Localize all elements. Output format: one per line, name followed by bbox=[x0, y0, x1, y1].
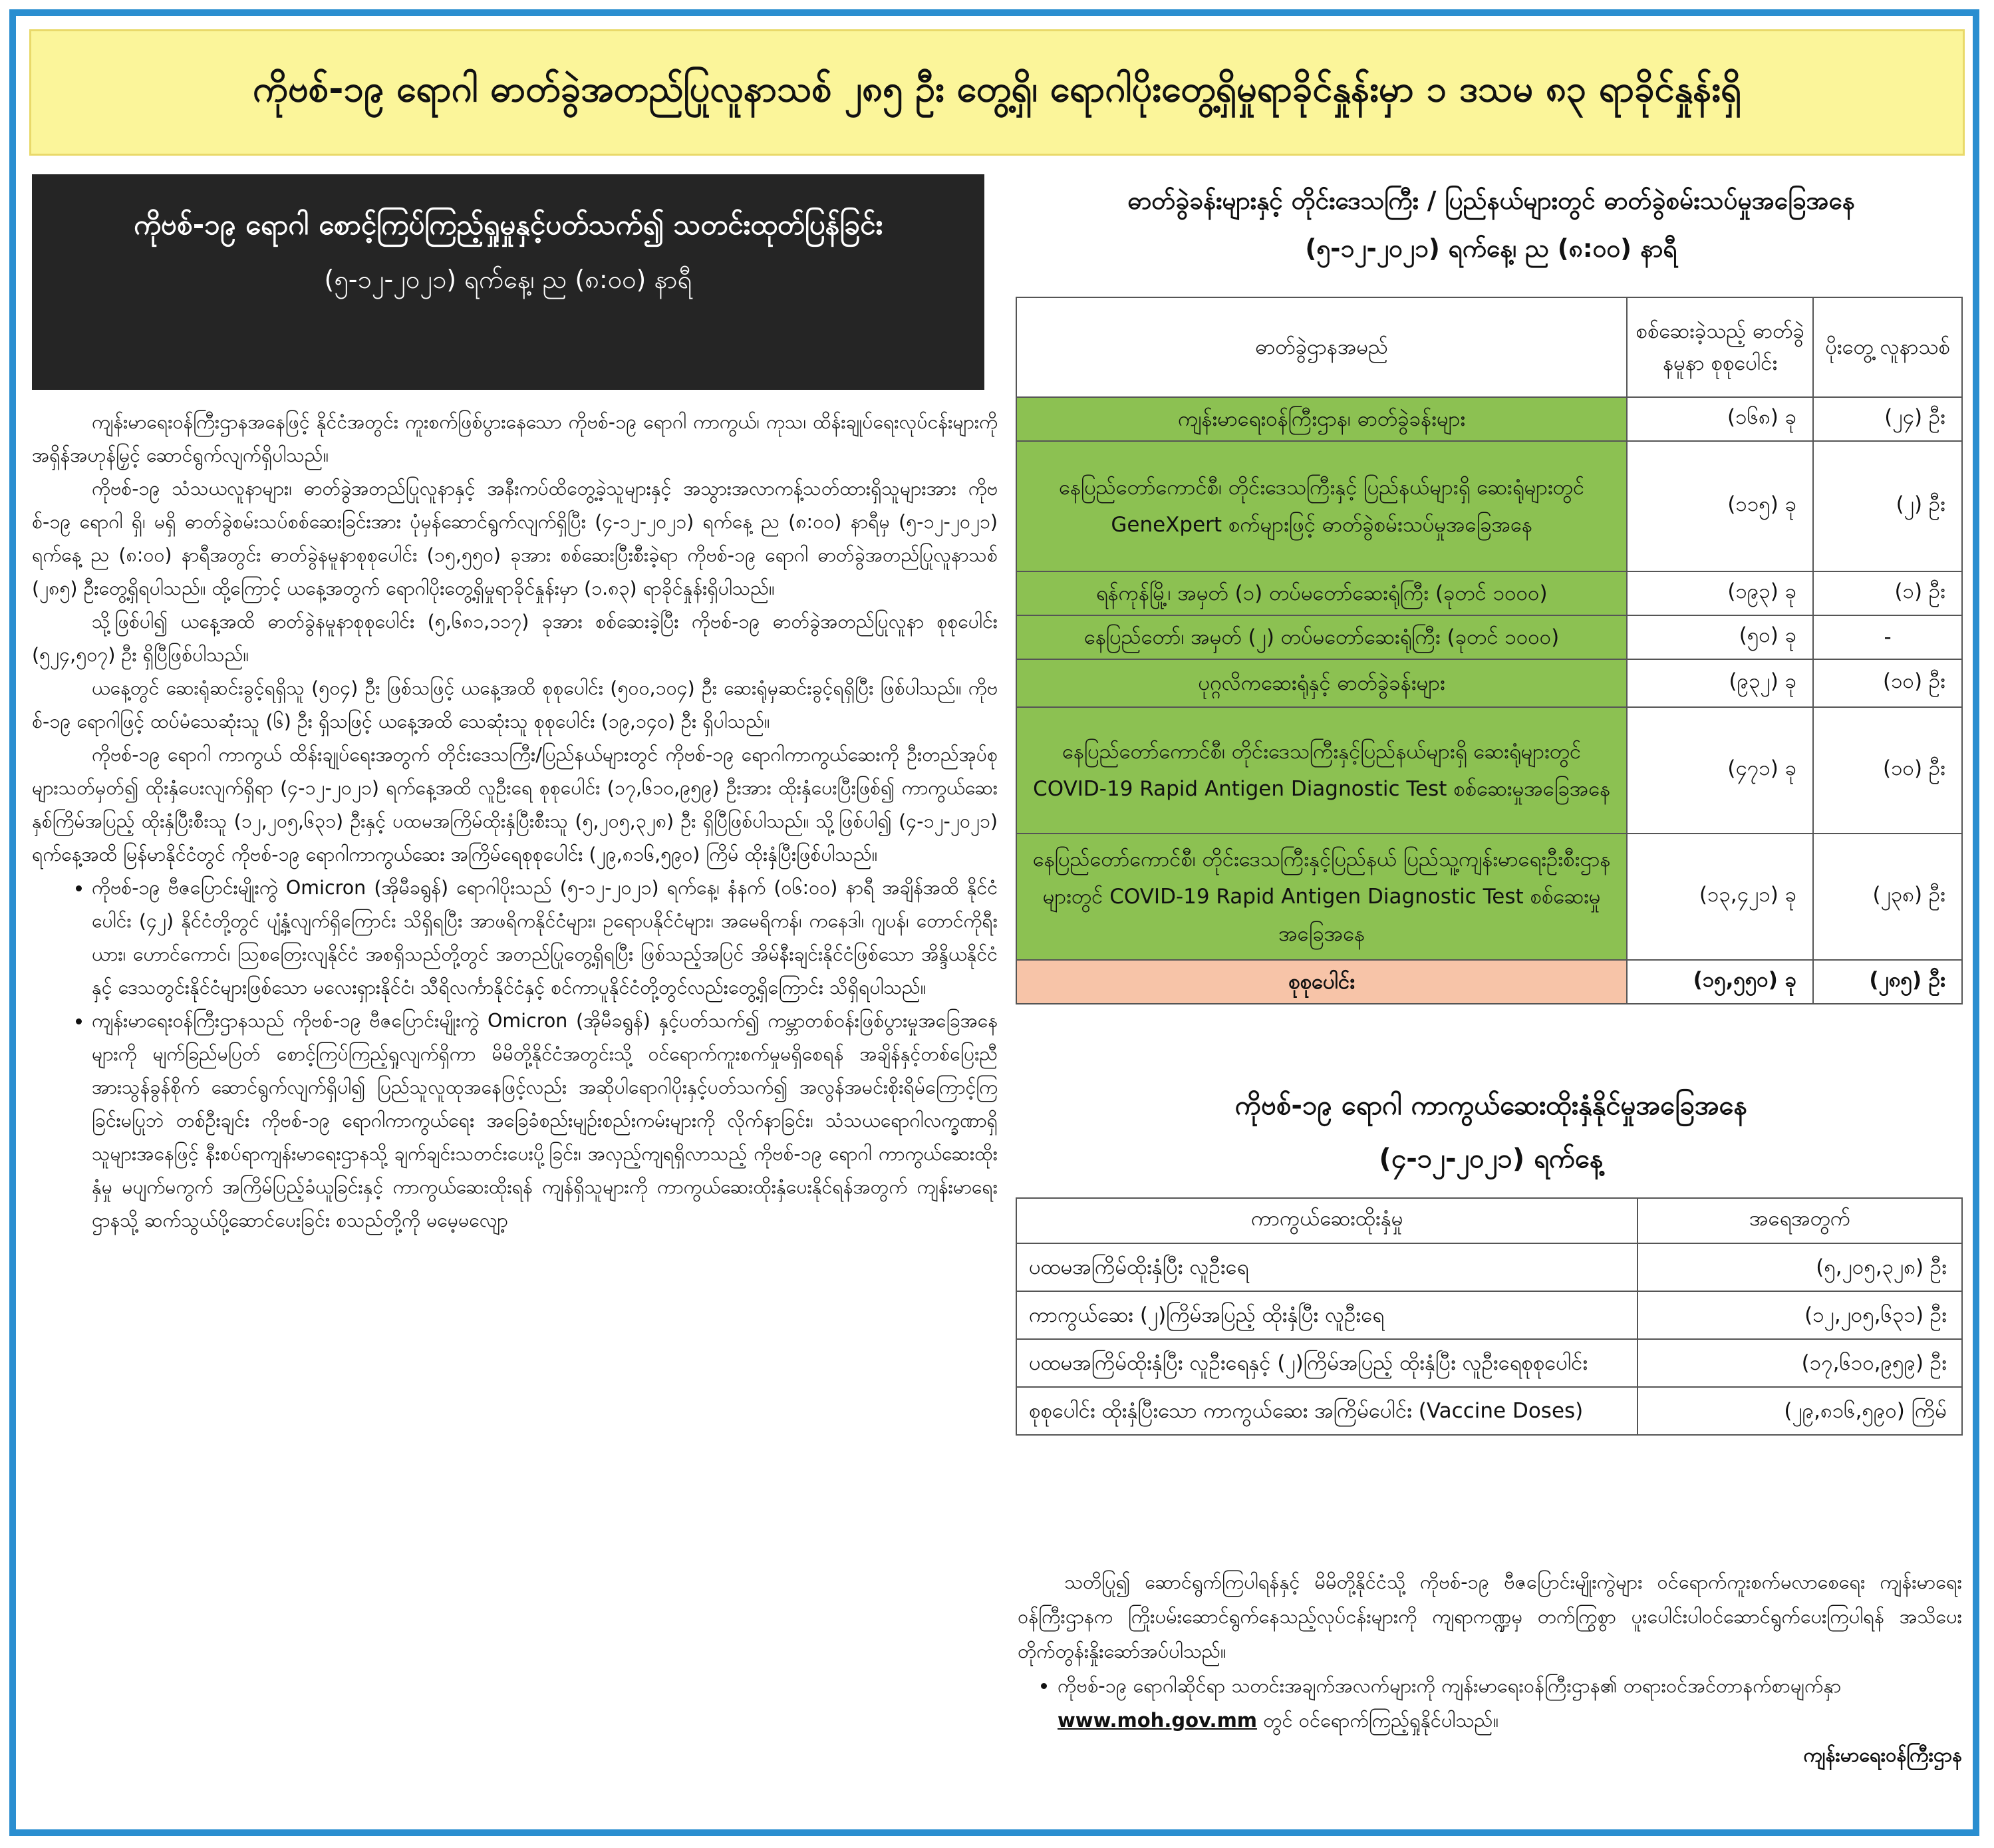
tested-cell: (၅၀) ခု bbox=[1627, 615, 1813, 659]
bullet-item-moh-advice: • ကျန်းမာရေးဝန်ကြီးဌာနသည် ကိုဗစ်-၁၉ ဗီဇပြောင်းမျိုးကွဲ Omicron (အိုမီခရွန်) နှင့်ပတ်သက်၍ ကမ္ဘာတစ်ဝန်းဖြစ်ပွားမှုအခြေအနေများကို မျက်ခြည်မပြတ် စောင့်ကြပ်ကြည့်ရှုလျက်ရှိကာ မိမိတို့နိုင်ငံအတွင်းသို့ ဝင်ရောက်ကူးစက်မှုမရှိစေရန် အချိန်နှင့်တစ်ပြေးညီ အားသွန်ခွန်စိုက် ဆောင်ရွက်လျက်ရှိပါ၍ ပြည်သူလူထုအနေဖြင့်လည်း အဆိုပါရောဂါပိုးနှင့်ပတ်သက်၍ အလွန်အမင်းစိုးရိမ်ကြောင့်ကြခြင်းမပြုဘဲ တစ်ဦးချင်း ကိုဗစ်-၁၉ ရောဂါကာကွယ်ရေး အခြေခံစည်းမျဉ်းစည်းကမ်းများကို လိုက်နာခြင်း၊ သံသယရောဂါလက္ခဏာရှိသူများအနေဖြင့် နီးစပ်ရာကျန်းမာရေးဌာနသို့ ချက်ချင်းသတင်းပေးပို့ခြင်း၊ အလှည့်ကျရရှိလာသည့် ကိုဗစ်-၁၉ ရောဂါ ကာကွယ်ဆေးထိုးနှံမှု မပျက်မကွက် အကြိမ်ပြည့်ခံယူခြင်းနှင့် ကာကွယ်ဆေးထိုးရန် ကျန်ရှိသူများကို ကာကွယ်ဆေးထိုးနှံပေးနိုင်ရန်အတွက် ကျန်းမာရေးဌာနသို့ ဆက်သွယ်ပို့ဆောင်ပေးခြင်း စသည်တို့ကို မမေ့မလျော့ bbox=[92, 1004, 998, 1237]
tested-cell: (၁၁၅) ခု bbox=[1627, 441, 1813, 571]
signature-ministry: ကျန်းမာရေးဝန်ကြီးဌာန bbox=[1803, 1744, 1962, 1766]
positive-cell: - bbox=[1813, 615, 1962, 659]
lab-name-cell: ကျန်းမာရေးဝန်ကြီးဌာန၊ ဓာတ်ခွဲခန်းများ bbox=[1016, 397, 1627, 441]
vaccine-section-header bbox=[1018, 1079, 1965, 1185]
total-positive-cell: (၂၈၅) ဦး bbox=[1813, 960, 1962, 1004]
vaccine-label-cell: ပထမအကြိမ်ထိုးနှံပြီး လူဦးရေ bbox=[1016, 1243, 1638, 1291]
vaccine-value-cell: (၁၇,၆၁၀,၉၅၉) ဦး bbox=[1638, 1339, 1962, 1387]
positive-cell: (၂၄) ဦး bbox=[1813, 397, 1962, 441]
bullet-list bbox=[32, 871, 998, 1237]
lab-col-header-name: ဓာတ်ခွဲဌာနအမည် bbox=[1016, 297, 1627, 397]
website-note-post: တွင် ဝင်ရောက်ကြည့်ရှုနိုင်ပါသည်။ bbox=[1263, 1709, 1499, 1732]
tested-cell: (၁၃,၄၂၁) ခု bbox=[1627, 834, 1813, 960]
body-paragraph: ကိုဗစ်-၁၉ ရောဂါ ကာကွယ် ထိန်းချုပ်ရေးအတွက် တိုင်းဒေသကြီး/ပြည်နယ်များတွင် ကိုဗစ်-၁၉ ရောဂါကာကွယ်ဆေးကို ဦးတည်အုပ်စုများသတ်မှတ်၍ ထိုးနှံပေးလျက်ရှိရာ (၄-၁၂-၂၀၂၁) ရက်နေ့အထိ လူဦးရေ စုစုပေါင်း (၁၇,၆၁၀,၉၅၉) ဦးအား ထိုးနှံပေးပြီးဖြစ်၍ ကာကွယ်ဆေးနှစ်ကြိမ်အပြည့် ထိုးနှံပြီးစီးသူ (၁၂,၂၀၅,၆၃၁) ဦးနှင့် ပထမအကြိမ်ထိုးနှံပြီးစီးသူ (၅,၂၀၅,၃၂၈) ဦး ရှိပြီဖြစ်ပါသည်။ သို့ဖြစ်ပါ၍ (၄-၁၂-၂၀၂၁) ရက်နေ့အထိ မြန်မာနိုင်ငံတွင် ကိုဗစ်-၁၉ ရောဂါကာကွယ်ဆေး အကြိမ်ရေစုစုပေါင်း (၂၉,၈၁၆,၅၉၀) ကြိမ် ထိုးနှံပြီးဖြစ်ပါသည်။ bbox=[32, 744, 998, 865]
table-total-row bbox=[1016, 960, 1962, 1004]
closing-notes bbox=[1018, 1565, 1962, 1772]
closing-bullets bbox=[1018, 1668, 1962, 1738]
positive-cell: (၂) ဦး bbox=[1813, 441, 1962, 571]
table-row bbox=[1016, 1243, 1962, 1291]
headline-text: ကိုဗစ်-၁၉ ရောဂါ ဓာတ်ခွဲအတည်ပြုလူနာသစ် ၂၈၅ ဦး တွေ့ရှိ၊ ရောဂါပိုးတွေ့ရှိမှုရာခိုင်နှုန်းမှာ ၁ ဒသမ ၈၃ ရာခိုင်နှုန်းရှိ bbox=[253, 67, 1741, 110]
lab-col-header-tested: စစ်ဆေးခဲ့သည့် ဓာတ်ခွဲနမူနာ စုစုပေါင်း bbox=[1627, 297, 1813, 397]
vaccine-label-cell: ကာကွယ်ဆေး (၂)ကြိမ်အပြည့် ထိုးနှံပြီး လူဦးရေ bbox=[1016, 1291, 1638, 1339]
lab-section-title: ဓာတ်ခွဲခန်းများနှင့် တိုင်းဒေသကြီး / ပြည်နယ်များတွင် ဓာတ်ခွဲစမ်းသပ်မှုအခြေအနေ bbox=[1127, 186, 1855, 215]
table-row bbox=[1016, 1291, 1962, 1339]
tested-cell: (၁၉၃) ခု bbox=[1627, 571, 1813, 615]
headline-banner bbox=[29, 29, 1965, 156]
website-note-pre: ကိုဗစ်-၁၉ ရောဂါဆိုင်ရာ သတင်းအချက်အလက်များကို ကျန်းမာရေးဝန်ကြီးဌာန၏ တရားဝင်အင်တာနက်စာမျက်နှာ bbox=[1058, 1674, 1842, 1697]
lab-name-cell: ပုဂ္ဂလိကဆေးရုံနှင့် ဓာတ်ခွဲခန်းများ bbox=[1016, 659, 1627, 707]
table-row bbox=[1016, 441, 1962, 571]
body-paragraph: သို့ဖြစ်ပါ၍ ယနေ့အထိ ဓာတ်ခွဲနမူနာစုစုပေါင်း (၅,၆၈၁,၁၁၇) ခုအား စစ်ဆေးခဲ့ပြီး ကိုဗစ်-၁၉ ဓာတ်ခွဲအတည်ပြုလူနာ စုစုပေါင်း (၅၂၄,၅၀၇) ဦး ရှိပြီဖြစ်ပါသည်။ bbox=[32, 611, 998, 666]
vaccine-section-date: (၄-၁၂-၂၀၂၁) ရက်နေ့ bbox=[1379, 1144, 1604, 1174]
vaccine-section-title: ကိုဗစ်-၁၉ ရောဂါ ကာကွယ်ဆေးထိုးနှံနိုင်မှုအခြေအနေ bbox=[1234, 1090, 1748, 1121]
lab-name-cell: ရန်ကုန်မြို့၊ အမှတ် (၁) တပ်မတော်ဆေးရုံကြီး (ခုတင် ၁၀၀၀) bbox=[1016, 571, 1627, 615]
vaccine-col-header-item: ကာကွယ်ဆေးထိုးနှံမှု bbox=[1016, 1198, 1638, 1243]
tested-cell: (၉၃၂) ခု bbox=[1627, 659, 1813, 707]
positive-cell: (၂၃၈) ဦး bbox=[1813, 834, 1962, 960]
table-row bbox=[1016, 659, 1962, 707]
total-tested-cell: (၁၅,၅၅၀) ခု bbox=[1627, 960, 1813, 1004]
vaccine-label-cell: စုစုပေါင်း ထိုးနှံပြီးသော ကာကွယ်ဆေး အကြိမ်ပေါင်း (Vaccine Doses) bbox=[1016, 1387, 1638, 1435]
vaccine-label-cell: ပထမအကြိမ်ထိုးနှံပြီး လူဦးရေနှင့် (၂)ကြိမ်အပြည့် ထိုးနှံပြီး လူဦးရေစုစုပေါင်း bbox=[1016, 1339, 1638, 1387]
table-row bbox=[1016, 834, 1962, 960]
vaccine-value-cell: (၂၉,၈၁၆,၅၉၀) ကြိမ် bbox=[1638, 1387, 1962, 1435]
press-release-header bbox=[32, 174, 984, 390]
table-row bbox=[1016, 1339, 1962, 1387]
table-row bbox=[1016, 571, 1962, 615]
lab-name-cell: နေပြည်တော်ကောင်စီ၊ တိုင်းဒေသကြီးနှင့်ပြည်နယ်များရှိ ဆေးရုံများတွင် COVID-19 Rapid Antigen Diagnostic Test စစ်ဆေးမှုအခြေအနေ bbox=[1016, 707, 1627, 834]
vaccine-col-header-count: အရေအတွက် bbox=[1638, 1198, 1962, 1243]
moh-website-link[interactable]: www.moh.gov.mm bbox=[1058, 1709, 1258, 1732]
body-paragraph: ကျန်းမာရေးဝန်ကြီးဌာနအနေဖြင့် နိုင်ငံအတွင်း ကူးစက်ဖြစ်ပွားနေသော ကိုဗစ်-၁၉ ရောဂါ ကာကွယ်၊ ကုသ၊ ထိန်းချုပ်ရေးလုပ်ငန်းများကို အရှိန်အဟုန်မြှင့် ဆောင်ရွက်လျက်ရှိပါသည်။ bbox=[32, 411, 998, 466]
lab-name-cell: နေပြည်တော်၊ အမှတ် (၂) တပ်မတော်ဆေးရုံကြီး (ခုတင် ၁၀၀၀) bbox=[1016, 615, 1627, 659]
press-release-body bbox=[32, 406, 998, 1816]
lab-section-date: (၅-၁၂-၂၀၂၁) ရက်နေ့၊ ည (၈:၀၀) နာရီ bbox=[1305, 234, 1677, 263]
lab-name-cell: နေပြည်တော်ကောင်စီ၊ တိုင်းဒေသကြီးနှင့် ပြည်နယ်များရှိ ဆေးရုံများတွင် GeneXpert စက်များဖြင့် ဓာတ်ခွဲစမ်းသပ်မှုအခြေအနေ bbox=[1016, 441, 1627, 571]
press-release-date: (၅-၁၂-၂၀၂၁) ရက်နေ့၊ ည (၈:၀၀) နာရီ bbox=[324, 265, 692, 294]
total-label-cell: စုစုပေါင်း bbox=[1016, 960, 1627, 1004]
table-row bbox=[1016, 615, 1962, 659]
vaccine-value-cell: (၁၂,၂၀၅,၆၃၁) ဦး bbox=[1638, 1291, 1962, 1339]
closing-bullet-website bbox=[1058, 1668, 1962, 1738]
vaccine-table bbox=[1016, 1197, 1963, 1436]
positive-cell: (၁၀) ဦး bbox=[1813, 707, 1962, 834]
tested-cell: (၄၇၁) ခု bbox=[1627, 707, 1813, 834]
vaccine-value-cell: (၅,၂၀၅,၃၂၈) ဦး bbox=[1638, 1243, 1962, 1291]
press-release-title: ကိုဗစ်-၁၉ ရောဂါ စောင့်ကြပ်ကြည့်ရှုမှုနှင့်ပတ်သက်၍ သတင်းထုတ်ပြန်ခြင်း bbox=[134, 208, 883, 241]
lab-col-header-positive: ပိုးတွေ့ လူနာသစ် bbox=[1813, 297, 1962, 397]
table-row bbox=[1016, 1387, 1962, 1435]
body-paragraph: ကိုဗစ်-၁၉ သံသယလူနာများ၊ ဓာတ်ခွဲအတည်ပြုလူနာနှင့် အနီးကပ်ထိတွေ့ခဲ့သူများနှင့် အသွားအလာကန့်သတ်ထားရှိသူများအား ကိုဗစ်-၁၉ ရောဂါ ရှိ၊ မရှိ ဓာတ်ခွဲစမ်းသပ်စစ်ဆေးခြင်းအား ပုံမှန်ဆောင်ရွက်လျက်ရှိပြီး (၄-၁၂-၂၀၂၁) ရက်နေ့ ည (၈:၀၀) နာရီမှ (၅-၁၂-၂၀၂၁) ရက်နေ့ ည (၈:၀၀) နာရီအတွင်း ဓာတ်ခွဲနမူနာစုစုပေါင်း (၁၅,၅၅၀) ခုအား စစ်ဆေးပြီးစီးခဲ့ရာ ကိုဗစ်-၁၉ ရောဂါ ဓာတ်ခွဲအတည်ပြုလူနာသစ် (၂၈၅) ဦးတွေ့ရှိရပါသည်။ ထို့ကြောင့် ယနေ့အတွက် ရောဂါပိုးတွေ့ရှိမှုရာခိုင်နှုန်းမှာ (၁.၈၃) ရာခိုင်နှုန်းရှိပါသည်။ bbox=[32, 478, 998, 599]
lab-testing-table bbox=[1016, 297, 1963, 1004]
closing-paragraph: သတိပြု၍ ဆောင်ရွက်ကြပါရန်နှင့် မိမိတို့နိုင်ငံသို့ ကိုဗစ်-၁၉ ဗီဇပြောင်းမျိုးကွဲများ ဝင်ရောက်ကူးစက်မလာစေရေး ကျန်းမာရေးဝန်ကြီးဌာနက ကြိုးပမ်းဆောင်ရွက်နေသည့်လုပ်ငန်းများကို ကျရာကဏ္ဍမှ တက်ကြွစွာ ပူးပေါင်းပါဝင်ဆောင်ရွက်ပေးကြပါရန် အသိပေးတိုက်တွန်းနှိုးဆော်အပ်ပါသည်။ bbox=[1018, 1571, 1962, 1662]
lab-name-cell: နေပြည်တော်ကောင်စီ၊ တိုင်းဒေသကြီးနှင့်ပြည်နယ် ပြည်သူ့ကျန်းမာရေးဦးစီးဌာနများတွင် COVID-19 Rapid Antigen Diagnostic Test စစ်ဆေးမှုအခြေအနေ bbox=[1016, 834, 1627, 960]
lab-section-header bbox=[1018, 177, 1965, 273]
tested-cell: (၁၆၈) ခု bbox=[1627, 397, 1813, 441]
bullet-item-omicron-spread: • ကိုဗစ်-၁၉ ဗီဇပြောင်းမျိုးကွဲ Omicron (အိုမီခရွန်) ရောဂါပိုးသည် (၅-၁၂-၂၀၂၁) ရက်နေ့၊ နံနက် (၀၆:၀၀) နာရီ အချိန်အထိ နိုင်ငံပေါင်း (၄၂) နိုင်ငံတို့တွင် ပျံ့နှံ့လျက်ရှိကြောင်း သိရှိရပြီး အာဖရိကနိုင်ငံများ၊ ဥရောပနိုင်ငံများ၊ အမေရိကန်၊ ကနေဒါ၊ ဂျပန်၊ တောင်ကိုရီးယား၊ ဟောင်ကောင်၊ ဩစတြေးလျနိုင်ငံ အစရှိသည်တို့တွင် အတည်ပြုတွေ့ရှိရပြီး ဖြစ်သည့်အပြင် အိမ်နီးချင်းနိုင်ငံဖြစ်သော အိန္ဒိယနိုင်ငံနှင့် ဒေသတွင်းနိုင်ငံများဖြစ်သော မလေးရှားနိုင်ငံ၊ သီရိလင်္ကာနိုင်ငံနှင့် စင်ကာပူနိုင်ငံတို့တွင်လည်းတွေ့ရှိကြောင်း သိရှိရပါသည်။ bbox=[92, 871, 998, 1004]
table-row bbox=[1016, 707, 1962, 834]
positive-cell: (၁) ဦး bbox=[1813, 571, 1962, 615]
positive-cell: (၁၀) ဦး bbox=[1813, 659, 1962, 707]
table-row bbox=[1016, 397, 1962, 441]
body-paragraph: ယနေ့တွင် ဆေးရုံဆင်းခွင့်ရရှိသူ (၅၀၄) ဦး ဖြစ်သဖြင့် ယနေ့အထိ စုစုပေါင်း (၅၀၀,၁၀၄) ဦး ဆေးရုံမှဆင်းခွင့်ရရှိပြီး ဖြစ်ပါသည်။ ကိုဗစ်-၁၉ ရောဂါဖြင့် ထပ်မံသေဆုံးသူ (၆) ဦး ရှိသဖြင့် ယနေ့အထိ သေဆုံးသူ စုစုပေါင်း (၁၉,၁၄၀) ဦး ရှိပါသည်။ bbox=[32, 677, 998, 732]
